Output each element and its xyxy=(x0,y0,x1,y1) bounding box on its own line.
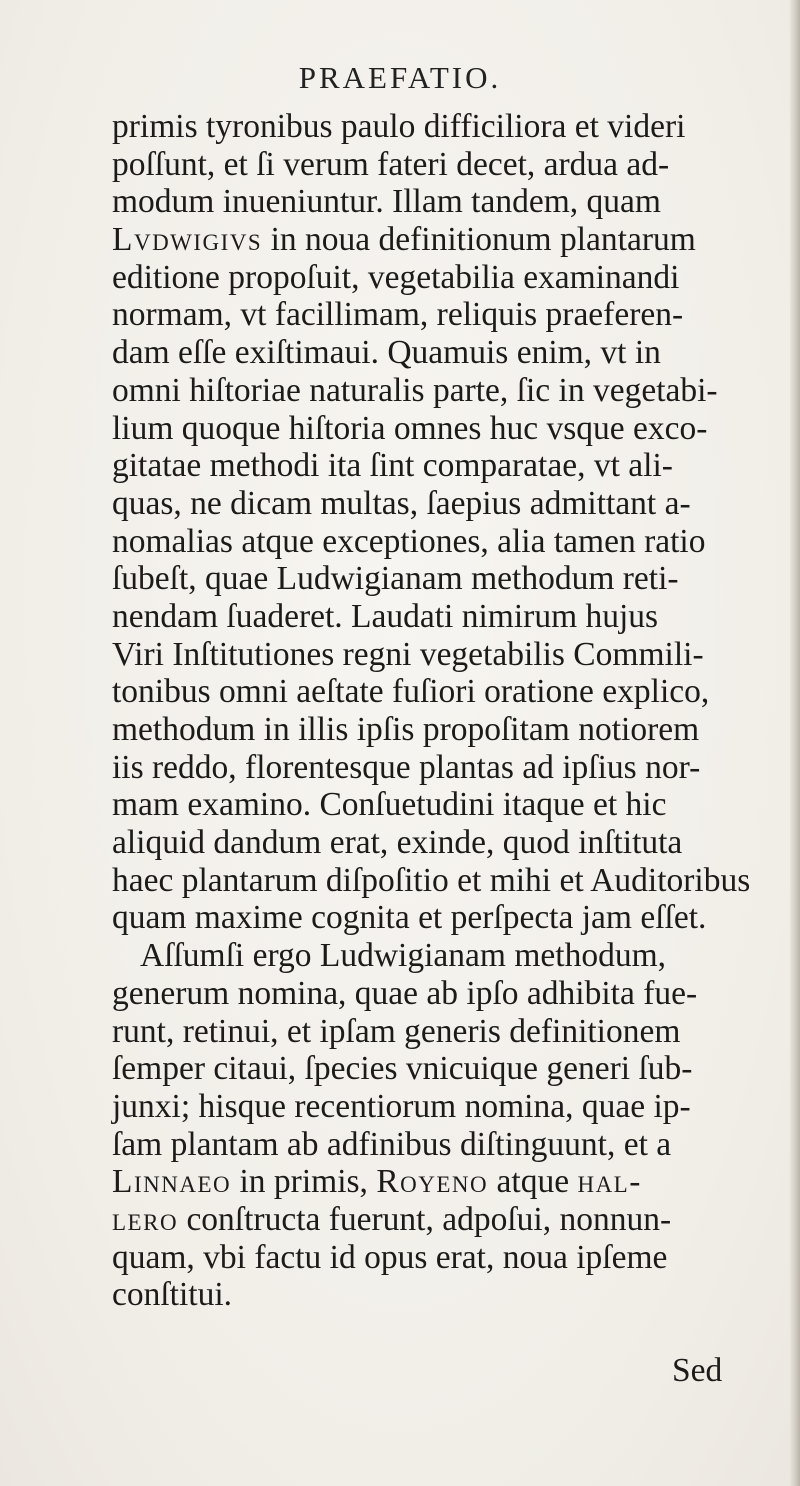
body-text xyxy=(112,108,800,1314)
text-line-20: aliquid dandum erat, exinde, quod inſtituta xyxy=(112,824,683,862)
author-name-royen: Royeno xyxy=(376,1163,489,1201)
text-line-29 xyxy=(112,1163,800,1201)
text-line-14: nendam ſuaderet. Laudati nimirum hujus xyxy=(112,597,659,635)
author-name-haller-end: lero xyxy=(112,1200,179,1238)
text-line-6: normam, vt facillimam, reliquis praeferen- xyxy=(112,296,684,334)
text-line-15: Viri Inſtitutiones regni vegetabilis Commili- xyxy=(112,635,704,673)
text-line-18: iis reddo, florentesque plantas ad ipſius nor- xyxy=(112,748,701,786)
text-line-9: lium quoque hiſtoria omnes huc vsque exco- xyxy=(112,409,708,447)
text-line-5: editione propoſuit, vegetabilia examinandi xyxy=(112,258,680,296)
text-line-30 xyxy=(112,1201,800,1239)
text-line-16: tonibus omni aeſtate fuſiori oratione explico, xyxy=(112,673,710,711)
text-line-4-rest: in noua definitionum plantarum xyxy=(262,221,696,259)
text-line-22: quam maxime cognita et perſpecta jam eſſet. xyxy=(112,899,707,937)
catchword: Sed xyxy=(672,1352,723,1389)
text-line-27: junxi; hisque recentiorum nomina, quae ip- xyxy=(112,1087,691,1125)
text-line-29-part-b: atque xyxy=(488,1163,578,1201)
text-line-21: haec plantarum diſpoſitio et mihi et Auditoribus xyxy=(112,861,751,899)
text-line-23: Aſſumſi ergo Ludwigianam methodum, xyxy=(140,937,667,975)
text-line-7: dam eſſe exiſtimaui. Quamuis enim, vt in xyxy=(112,334,661,372)
text-line-3: modum inueniuntur. Illam tandem, quam xyxy=(112,183,661,221)
text-line-24: generum nomina, quae ab ipſo adhibita fue- xyxy=(112,974,698,1012)
text-line-11: quas, ne dicam multas, ſaepius admittant a- xyxy=(112,484,691,522)
text-line-19: mam examino. Conſuetudini itaque et hic xyxy=(112,786,667,824)
text-line-25: runt, retinui, et ipſam generis definitionem xyxy=(112,1012,681,1050)
text-line-29-part-a: in primis, xyxy=(231,1163,377,1201)
author-name-ludwig: Lvdwigivs xyxy=(112,221,263,259)
author-name-linnaeus: Linnaeo xyxy=(112,1163,232,1201)
text-line-1: primis tyronibus paulo difficiliora et videri xyxy=(112,108,686,145)
text-line-8: omni hiſtoriae naturalis parte, ſic in vegetabi- xyxy=(112,371,718,409)
author-name-haller-start: hal- xyxy=(577,1163,642,1201)
text-line-26: ſemper citaui, ſpecies vnicuique generi ſub- xyxy=(112,1050,693,1088)
text-line-4 xyxy=(112,221,800,259)
text-line-10: gitatae methodi ita ſint comparatae, vt ali- xyxy=(112,447,673,485)
text-line-13: ſubeſt, quae Ludwigianam methodum reti- xyxy=(112,560,679,598)
text-line-32: conſtitui. xyxy=(112,1276,233,1314)
text-line-17: methodum in illis ipſis propoſitam notiorem xyxy=(112,711,700,748)
text-line-31: quam, vbi factu id opus erat, noua ipſeme xyxy=(112,1238,668,1276)
text-line-12: nomalias atque exceptiones, alia tamen ratio xyxy=(112,522,706,560)
page-header: PRAEFATIO. xyxy=(298,60,502,95)
text-line-30-rest: conſtructa fuerunt, adpoſui, nonnun- xyxy=(178,1200,672,1238)
text-line-2: poſſunt, et ſi verum fateri decet, ardua ad- xyxy=(112,145,670,183)
text-line-28: ſam plantam ab adfinibus diſtinguunt, et a xyxy=(112,1125,672,1163)
